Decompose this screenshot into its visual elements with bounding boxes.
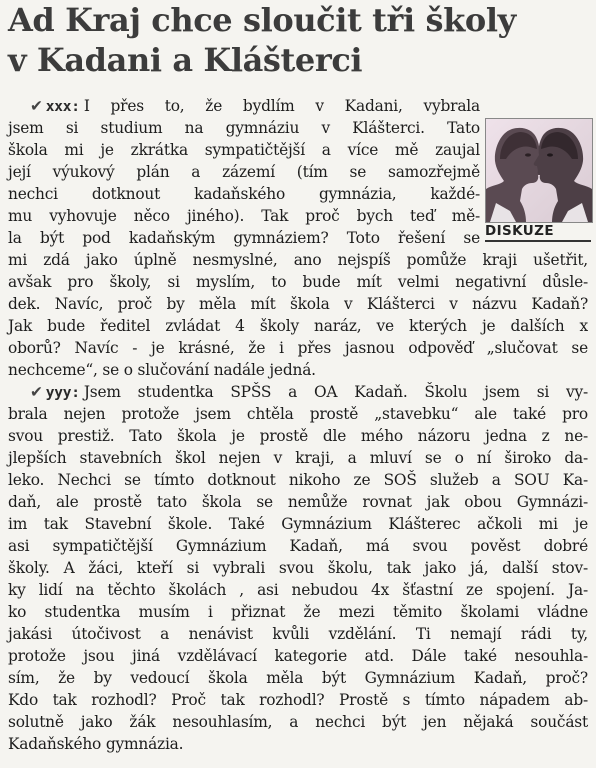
comment-2-line: protože jsou jiná vzdělávací kategorie atd. Dále také nesouhla- xyxy=(8,647,588,665)
comment-2-line: sím, že by vedoucí škola měla být Gymnázium Kadaň, proč? xyxy=(8,669,588,687)
comment-2-line: ky lidí na těchto školách , asi nebudou 4x šťastní ze spojení. Ja- xyxy=(8,581,588,599)
comment-1-line: jsem si studium na gymnáziu v Klášterci. Tato xyxy=(8,119,480,137)
comment-2-line: brala nejen protože jsem chtěla prostě „stavebku“ ale také pro xyxy=(8,405,588,423)
check-icon: ✔ xyxy=(30,383,43,401)
comment-author-yyy: yyy: xyxy=(45,385,80,401)
comment-2-line: ko studentka musím i přiznat že mezi těmito školami vládne xyxy=(8,603,588,621)
comment-1-line: škola mi je zkrátka sympatičtější a více mě zaujal xyxy=(8,141,480,159)
comment-1-line: ✔ xxx: I přes to, že bydlím v Kadani, vybrala xyxy=(30,97,480,115)
comment-1-line: dek. Navíc, proč by měla mít škola v Klášterci v názvu Kadaň? xyxy=(8,295,588,313)
comment-2-line: Kadaňského gymnázia. xyxy=(8,735,184,753)
check-icon: ✔ xyxy=(30,97,43,115)
comment-2-line: solutně jako žák nesouhlasím, a nechci být jen nějaká součást xyxy=(8,713,588,731)
comment-1-line: mu vyhovuje něco jiného). Tak proč bych teď mě- xyxy=(8,207,480,225)
comment-1-line: nechci dotknout kadaňského gymnázia, každé- xyxy=(8,185,480,203)
comment-2-line: jlepších stavebních škol nejen v kraji, a mluví se o ní široko da- xyxy=(8,449,588,467)
comment-2-line: leko. Nechci se tímto dotknout nikoho ze SOŠ služeb a SOU Ka- xyxy=(8,471,588,489)
comment-1-line: její výukový plán a zázemí (tím se samozřejmě xyxy=(8,163,480,181)
comment-1-line: avšak pro školy, si myslím, to bude mít velmi negativní důsle- xyxy=(8,273,588,291)
comment-2-line: jakási útočivost a nenávist kvůli vzdělání. Ti nemají rádi ty, xyxy=(8,625,588,643)
comment-2-line: daň, ale prostě tato škola se nemůže rovnat jak obou Gymnázi- xyxy=(8,493,588,511)
headline-line-1: Ad Kraj chce sloučit tři školy xyxy=(8,1,516,39)
comment-2-line: im tak Stavební škole. Také Gymnázium Klášterec ačkoli mi je xyxy=(8,515,588,533)
comment-1-line: la být pod kadaňským gymnáziem? Toto řešení se xyxy=(8,229,480,247)
discussion-badge: DISKUZE xyxy=(485,223,554,239)
comment-2-line: Kdo tak rozhodl? Proč tak rozhodl? Prostě s tímto nápadem ab- xyxy=(8,691,588,709)
comment-1-line: mi zdá jako úplně nesmyslné, ano nejspíš pomůže kraji ušetřit, xyxy=(8,251,588,269)
comment-author-xxx: xxx: xyxy=(45,99,80,115)
comment-2-line: svou prestiž. Tato škola je prostě dle mého názoru jedna z ne- xyxy=(8,427,588,445)
comment-1-line: nechceme“, se o slučování nadále jedná. xyxy=(8,361,316,379)
comment-1-line: oborů? Navíc - je krásné, že i přes jasnou odpověď „slučovat se xyxy=(8,339,588,357)
comment-2-line: školy. A žáci, kteří si vybrali svou školu, tak jako já, další stov- xyxy=(8,559,588,577)
comment-2-line: asi sympatičtější Gymnázium Kadaň, má svou pověst dobré xyxy=(8,537,588,555)
comment-2-line: ✔ yyy: Jsem studentka SPŠS a OA Kadaň. Školu jsem si vy- xyxy=(30,383,588,401)
headline-line-2: v Kadani a Klášterci xyxy=(8,41,363,79)
comment-1-line: Jak bude ředitel zvládat 4 školy naráz, ve kterých je dalších x xyxy=(8,317,588,335)
